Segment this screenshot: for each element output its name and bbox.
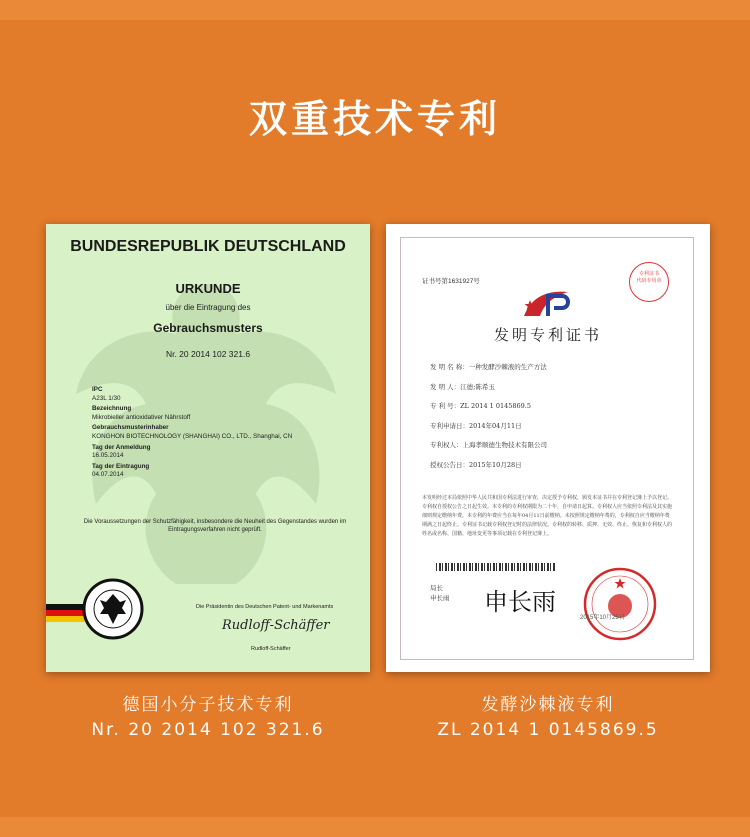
field-label: Tag der Eintragung xyxy=(92,462,150,470)
row xyxy=(430,417,547,437)
row-value: 2014年04月11日 xyxy=(469,421,522,430)
field-group xyxy=(92,424,292,441)
signer-name: Rudloff-Schäffer xyxy=(251,646,291,652)
field-group xyxy=(92,405,292,422)
row-label: 专利权人： xyxy=(430,441,463,450)
certificate-fields xyxy=(92,386,292,482)
caption-left xyxy=(46,690,370,740)
official-seal xyxy=(582,566,658,642)
field-value: KONGHON BIOTECHNOLOGY (SHANGHAI) CO., LTD., Shanghai, CN xyxy=(92,432,293,440)
field-group xyxy=(92,386,292,403)
barcode xyxy=(436,563,556,571)
row-value: 上海孝顺德生物技术有限公司 xyxy=(462,441,547,450)
row-value: 江德;陈希玉 xyxy=(460,382,495,391)
country-heading: BUNDESREPUBLIK DEUTSCHLAND xyxy=(70,238,346,255)
signature: Rudloff-Schäffer xyxy=(222,618,330,633)
page-title: 双重技术专利 xyxy=(248,97,501,141)
caption-number: ZL 2014 1 0145869.5 xyxy=(437,720,659,740)
field-value: A23L 1/30 xyxy=(92,394,121,402)
field-group xyxy=(92,444,292,461)
row-value: ZL 2014 1 0145869.5 xyxy=(460,402,531,411)
row-value: 一种发酵沙棘液的生产方法 xyxy=(468,363,547,371)
field-value: Mikrobieller antioxidativer Nährstoff xyxy=(92,413,191,421)
top-stripe xyxy=(0,0,750,20)
row-value: 2015年10月28日 xyxy=(469,460,522,469)
stamp: 专利证书 代码专用章 xyxy=(629,262,669,302)
row-label: 专利申请日： xyxy=(430,421,469,430)
disclaimer-text: Die Voraussetzungen der Schutzfähigkeit, insbesondere die Neuheit des Gegenstandes wurden im Eintragungsverfahren nicht geprüft. xyxy=(83,519,347,533)
bottom-stripe xyxy=(0,817,750,837)
director-label: 局长 申长雨 xyxy=(430,585,450,602)
document-type: Gebrauchsmusters xyxy=(153,321,263,335)
row xyxy=(430,378,547,398)
field-group xyxy=(92,463,292,480)
certificate-rows xyxy=(430,358,547,476)
field-label: Gebrauchsmusterinhaber xyxy=(92,424,169,432)
seal-date: 2015年10月25日 xyxy=(580,615,625,621)
patent-office-seal xyxy=(82,578,144,640)
certificate-body-text: 本发明经过本局依照中华人民共和国专利法进行审查，决定授予专利权，颁发本证书并在专利登记簿上予以登记。专利权自授权公告之日起生效。本专利的专利权期限为二十年，自申请日起算。专利权人应当依照专利法及其实施细则规定缴纳年费。本专利的年费应当在每年04月11日前缴纳。未按照规定缴纳年费的，专利权自应当缴纳年费期满之日起终止。专利证书记载专利权登记时的法律状况。专利权的转移、质押、无效、终止、恢复和专利权人的姓名或名称、国籍、地址变更等事项记载在专利登记簿上。 xyxy=(422,495,673,537)
director-signature: 申长雨 xyxy=(484,588,556,616)
patent-office-logo-icon xyxy=(518,286,574,322)
caption-title: 德国小分子技术专利 xyxy=(122,695,294,715)
caption-number: Nr. 20 2014 102 321.6 xyxy=(91,720,325,740)
row-label: 发 明 名 称： xyxy=(430,363,469,371)
president-line: Die Präsidentin des Deutschen Patent- und Markenamts xyxy=(196,604,334,610)
row-label: 发 明 人： xyxy=(430,382,461,391)
document-subtitle: über die Eintragung des xyxy=(165,303,251,312)
caption-title: 发酵沙棘液专利 xyxy=(481,695,615,715)
row xyxy=(430,358,547,378)
certificate-number: 证书号第1631927号 xyxy=(422,278,480,285)
field-value: 16.05.2014 xyxy=(92,452,124,460)
row xyxy=(430,456,547,476)
row-label: 专 利 号： xyxy=(430,402,461,411)
german-patent-certificate[interactable] xyxy=(46,224,370,672)
caption-right xyxy=(386,690,710,740)
row-label: 授权公告日： xyxy=(430,460,469,469)
registration-number: Nr. 20 2014 102 321.6 xyxy=(165,349,251,359)
field-label: Bezeichnung xyxy=(92,405,132,413)
chinese-patent-certificate[interactable] xyxy=(386,224,710,672)
row xyxy=(430,436,547,456)
field-label: IPC xyxy=(92,386,103,393)
document-title: URKUNDE xyxy=(175,281,241,296)
field-value: 04.07.2014 xyxy=(92,471,124,479)
row xyxy=(430,397,547,417)
german-flag xyxy=(46,604,86,622)
document-title: 发明专利证书 xyxy=(493,326,602,344)
field-label: Tag der Anmeldung xyxy=(92,443,151,451)
